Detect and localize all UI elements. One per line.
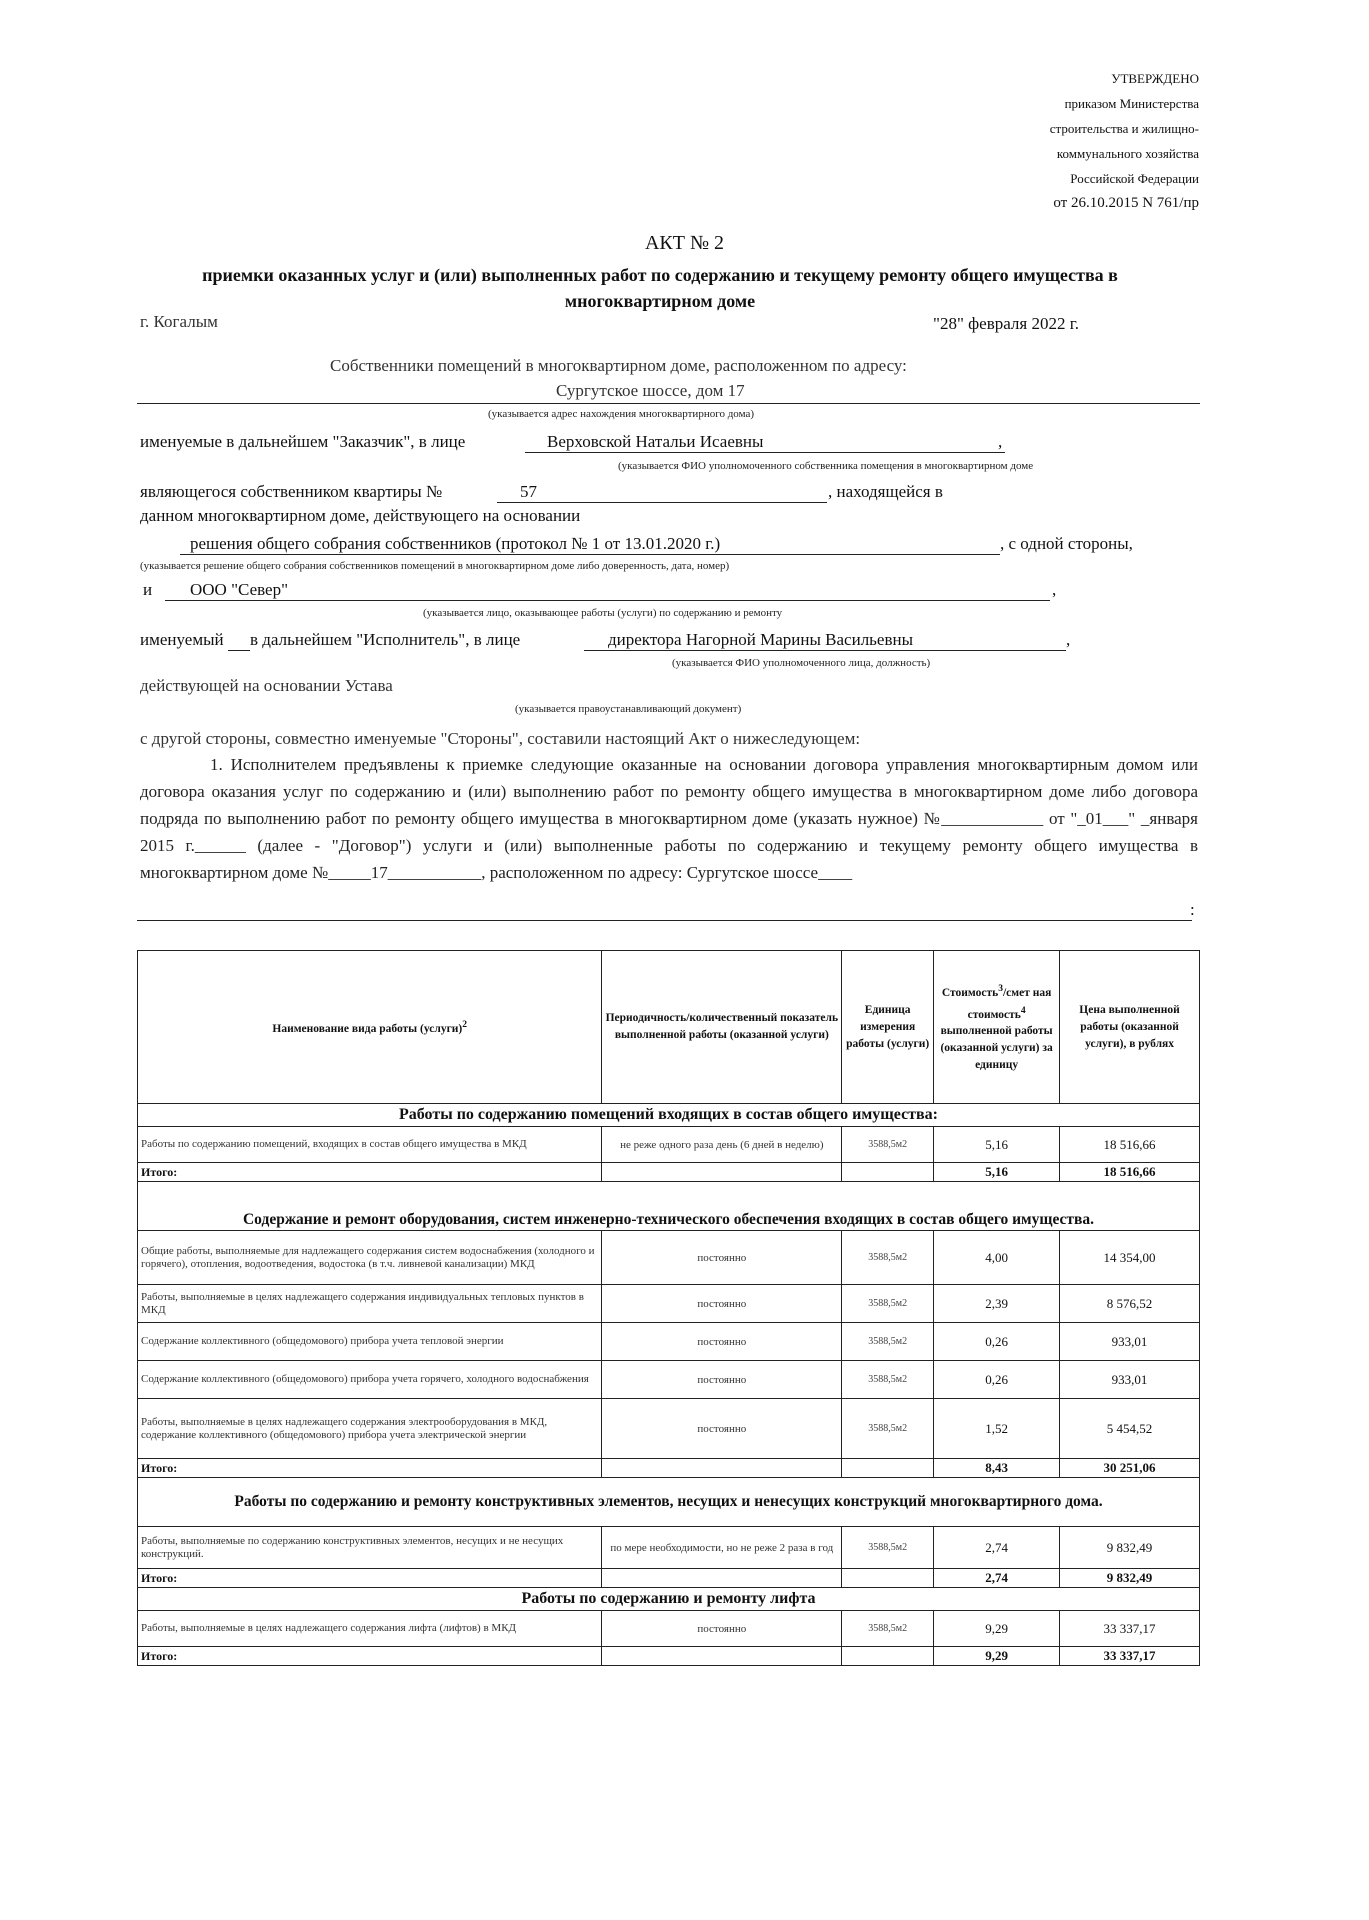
header-unit: Единица измерения работы (услуги)	[842, 951, 934, 1104]
work-name: Работы, выполняемые по содержанию конструктивных элементов, несущих и не несущих конструкций.	[138, 1527, 602, 1569]
work-name: Общие работы, выполняемые для надлежащего содержания систем водоснабжения (холодного и горячего), отопления, водоотведения, водостока (в т.ч. ливневой канализации) МКД	[138, 1231, 602, 1285]
clause-underline	[137, 920, 1192, 921]
empty-cell	[842, 1647, 934, 1666]
header-price: Цена выполненной работы (оказанной услуги), в рублях	[1060, 951, 1200, 1104]
work-unit: 3588,5м2	[842, 1231, 934, 1285]
empty-cell	[602, 1163, 842, 1182]
header-cost	[934, 951, 1060, 1104]
owners-text: Собственники помещений в многоквартирном доме, расположенном по адресу:	[330, 356, 907, 375]
work-periodicity: не реже одного раза день (6 дней в неделю)	[602, 1127, 842, 1163]
address-hint: (указывается адрес нахождения многоквартирного дома)	[488, 408, 755, 420]
work-unit: 3588,5м2	[842, 1361, 934, 1399]
clause-1: 1. Исполнителем предъявлены к приемке следующие оказанные на основании договора управления многоквартирным домом или договора оказания услуг по содержанию и (или) выполнению работ по ремонту общего имущества в многоквартирном доме либо договора подряда по выполнению работ по ремонту общего имущества в многоквартирном доме (указать нужное) №____________ от "_01___" _января 2015 г.______ (далее - "Договор") услуги и (или) выполненные работы по содержанию и текущему ремонту общего имущества в многоквартирном доме №_____17___________, расположенном по адресу: Сургутское шоссе____	[140, 755, 1198, 882]
work-periodicity: постоянно	[602, 1361, 842, 1399]
footnote-mark: 2	[462, 1019, 468, 1031]
work-unit: 3588,5м2	[842, 1611, 934, 1647]
footnote-mark: 4	[1020, 1004, 1026, 1016]
comma: ,	[998, 432, 1003, 451]
owner-suffix: , находящейся в	[828, 482, 943, 501]
apartment-number: 57	[520, 482, 537, 501]
section-row	[138, 1588, 1200, 1611]
total-price: 33 337,17	[1060, 1647, 1200, 1666]
total-row	[138, 1647, 1200, 1666]
executor-prefix-2: в дальнейшем "Исполнитель", в лице	[250, 630, 521, 649]
approval-line: от 26.10.2015 N 761/пр	[1053, 195, 1199, 211]
comma: ,	[1052, 580, 1057, 599]
total-cost: 5,16	[934, 1163, 1060, 1182]
work-periodicity: по мере необходимости, но не реже 2 раза в год	[602, 1527, 842, 1569]
executor-underline-2	[584, 650, 1066, 651]
empty-cell	[602, 1459, 842, 1478]
approval-line: приказом Министерства	[1064, 96, 1199, 111]
work-price: 14 354,00	[1060, 1231, 1200, 1285]
total-label: Итого:	[138, 1163, 602, 1182]
total-row	[138, 1459, 1200, 1478]
work-cost: 2,39	[934, 1285, 1060, 1323]
work-periodicity: постоянно	[602, 1399, 842, 1459]
work-price: 8 576,52	[1060, 1285, 1200, 1323]
work-price: 33 337,17	[1060, 1611, 1200, 1647]
acting-basis: действующей на основании Устава	[140, 676, 393, 695]
table-header-row	[138, 951, 1200, 1104]
table-row	[138, 1285, 1200, 1323]
work-unit: 3588,5м2	[842, 1127, 934, 1163]
approval-line: Российской Федерации	[1070, 171, 1199, 186]
total-price: 30 251,06	[1060, 1459, 1200, 1478]
contractor-hint: (указывается лицо, оказывающее работы (услуги) по содержанию и ремонту	[423, 607, 783, 619]
property-address: Сургутское шоссе, дом 17	[556, 381, 745, 400]
work-unit: 3588,5м2	[842, 1527, 934, 1569]
acting-hint: (указывается правоустанавливающий документ)	[515, 703, 742, 715]
header-name	[138, 951, 602, 1104]
executor-hint: (указывается ФИО уполномоченного лица, должность)	[672, 657, 931, 669]
total-row	[138, 1163, 1200, 1182]
executor-prefix-1: именуемый	[140, 630, 224, 649]
total-label: Итого:	[138, 1569, 602, 1588]
act-title: АКТ № 2	[644, 232, 725, 254]
work-name: Работы по содержанию помещений, входящих в состав общего имущества в МКД	[138, 1127, 602, 1163]
section-row	[138, 1478, 1200, 1527]
customer-name: Верховской Натальи Исаевны	[547, 432, 764, 451]
work-name: Содержание коллективного (общедомового) прибора учета тепловой энергии	[138, 1323, 602, 1361]
contractor-underline	[165, 600, 1050, 601]
customer-hint: (указывается ФИО уполномоченного собственника помещения в многоквартирном доме	[618, 460, 1034, 472]
section-row	[138, 1104, 1200, 1127]
executor-name: директора Нагорной Марины Васильевны	[608, 630, 914, 649]
work-cost: 0,26	[934, 1361, 1060, 1399]
empty-cell	[842, 1459, 934, 1478]
basis-hint: (указывается решение общего собрания собственников помещений в многоквартирном доме либо доверенность, дата, номер)	[140, 560, 730, 572]
section-row	[138, 1182, 1200, 1231]
header-cost-text: /смет ная стоимость	[967, 986, 1052, 1021]
total-label: Итого:	[138, 1459, 602, 1478]
basis-text: решения общего собрания собственников (протокол № 1 от 13.01.2020 г.)	[190, 534, 721, 553]
approval-stamp	[1050, 66, 1199, 216]
table-row	[138, 1399, 1200, 1459]
other-side-text: с другой стороны, совместно именуемые "Стороны", составили настоящий Акт о нижеследующем:	[140, 729, 861, 748]
act-city: г. Когалым	[140, 312, 218, 331]
work-periodicity: постоянно	[602, 1323, 842, 1361]
customer-underline	[525, 452, 1005, 453]
work-price: 933,01	[1060, 1361, 1200, 1399]
empty-cell	[842, 1569, 934, 1588]
section-title: Работы по содержанию и ремонту лифта	[138, 1588, 1200, 1611]
approval-line: УТВЕРЖДЕНО	[1111, 71, 1199, 86]
and-text: и	[143, 580, 153, 599]
header-cost-text: выполненной работы (оказанной услуги) за единицу	[940, 1025, 1053, 1072]
work-cost: 2,74	[934, 1527, 1060, 1569]
table-row	[138, 1231, 1200, 1285]
empty-cell	[842, 1163, 934, 1182]
clause-colon: :	[1190, 900, 1195, 919]
section-title: Содержание и ремонт оборудования, систем инженерно-технического обеспечения входящих в состав общего имущества.	[138, 1182, 1200, 1231]
header-cost-text: Стоимость	[941, 986, 999, 999]
work-periodicity: постоянно	[602, 1611, 842, 1647]
work-price: 933,01	[1060, 1323, 1200, 1361]
basis-suffix: , с одной стороны,	[1000, 534, 1133, 553]
header-name-text: Наименование вида работы (услуги)	[272, 1022, 463, 1035]
house-text: данном многоквартирном доме, действующего на основании	[140, 506, 581, 525]
table-row	[138, 1361, 1200, 1399]
work-price: 18 516,66	[1060, 1127, 1200, 1163]
total-label: Итого:	[138, 1647, 602, 1666]
work-cost: 9,29	[934, 1611, 1060, 1647]
section-title: Работы по содержанию помещений входящих в состав общего имущества:	[138, 1104, 1200, 1127]
table-row	[138, 1527, 1200, 1569]
table-row	[138, 1127, 1200, 1163]
work-price: 9 832,49	[1060, 1527, 1200, 1569]
comma: ,	[1066, 630, 1071, 649]
work-price: 5 454,52	[1060, 1399, 1200, 1459]
act-date: "28" февраля 2022 г.	[933, 314, 1080, 333]
total-price: 18 516,66	[1060, 1163, 1200, 1182]
approval-line: строительства и жилищно-	[1049, 121, 1199, 136]
total-row	[138, 1569, 1200, 1588]
table-row	[138, 1323, 1200, 1361]
footnote-mark: 3	[998, 982, 1003, 994]
header-periodicity: Периодичность/количественный показатель выполненной работы (оказанной услуги)	[602, 951, 842, 1104]
work-cost: 1,52	[934, 1399, 1060, 1459]
approval-line: коммунального хозяйства	[1056, 146, 1199, 161]
work-name: Работы, выполняемые в целях надлежащего содержания индивидуальных тепловых пунктов в МКД	[138, 1285, 602, 1323]
apartment-underline	[497, 502, 827, 503]
total-cost: 9,29	[934, 1647, 1060, 1666]
work-name: Содержание коллективного (общедомового) прибора учета горячего, холодного водоснабжения	[138, 1361, 602, 1399]
owner-prefix: являющегося собственником квартиры №	[140, 482, 443, 501]
work-periodicity: постоянно	[602, 1231, 842, 1285]
work-name: Работы, выполняемые в целях надлежащего содержания электрооборудования в МКД, содержание коллективного (общедомового) прибора учета электрической энергии	[138, 1399, 602, 1459]
work-cost: 4,00	[934, 1231, 1060, 1285]
act-subtitle: приемки оказанных услуг и (или) выполненных работ по содержанию и текущему ремонту общего имущества в многоквартирном доме	[202, 265, 1118, 311]
customer-prefix: именуемые в дальнейшем "Заказчик", в лице	[140, 432, 466, 451]
work-unit: 3588,5м2	[842, 1285, 934, 1323]
works-table	[137, 950, 1200, 1666]
section-title: Работы по содержанию и ремонту конструктивных элементов, несущих и ненесущих конструкций многоквартирного дома.	[138, 1478, 1200, 1527]
total-price: 9 832,49	[1060, 1569, 1200, 1588]
empty-cell	[602, 1569, 842, 1588]
work-periodicity: постоянно	[602, 1285, 842, 1323]
work-cost: 0,26	[934, 1323, 1060, 1361]
total-cost: 2,74	[934, 1569, 1060, 1588]
work-cost: 5,16	[934, 1127, 1060, 1163]
work-unit: 3588,5м2	[842, 1399, 934, 1459]
basis-underline	[180, 554, 1000, 555]
work-unit: 3588,5м2	[842, 1323, 934, 1361]
table-row	[138, 1611, 1200, 1647]
executor-underline-1	[228, 650, 250, 651]
empty-cell	[602, 1647, 842, 1666]
contractor-name: ООО "Север"	[190, 580, 289, 599]
work-name: Работы, выполняемые в целях надлежащего содержания лифта (лифтов) в МКД	[138, 1611, 602, 1647]
address-underline	[137, 403, 1200, 404]
total-cost: 8,43	[934, 1459, 1060, 1478]
